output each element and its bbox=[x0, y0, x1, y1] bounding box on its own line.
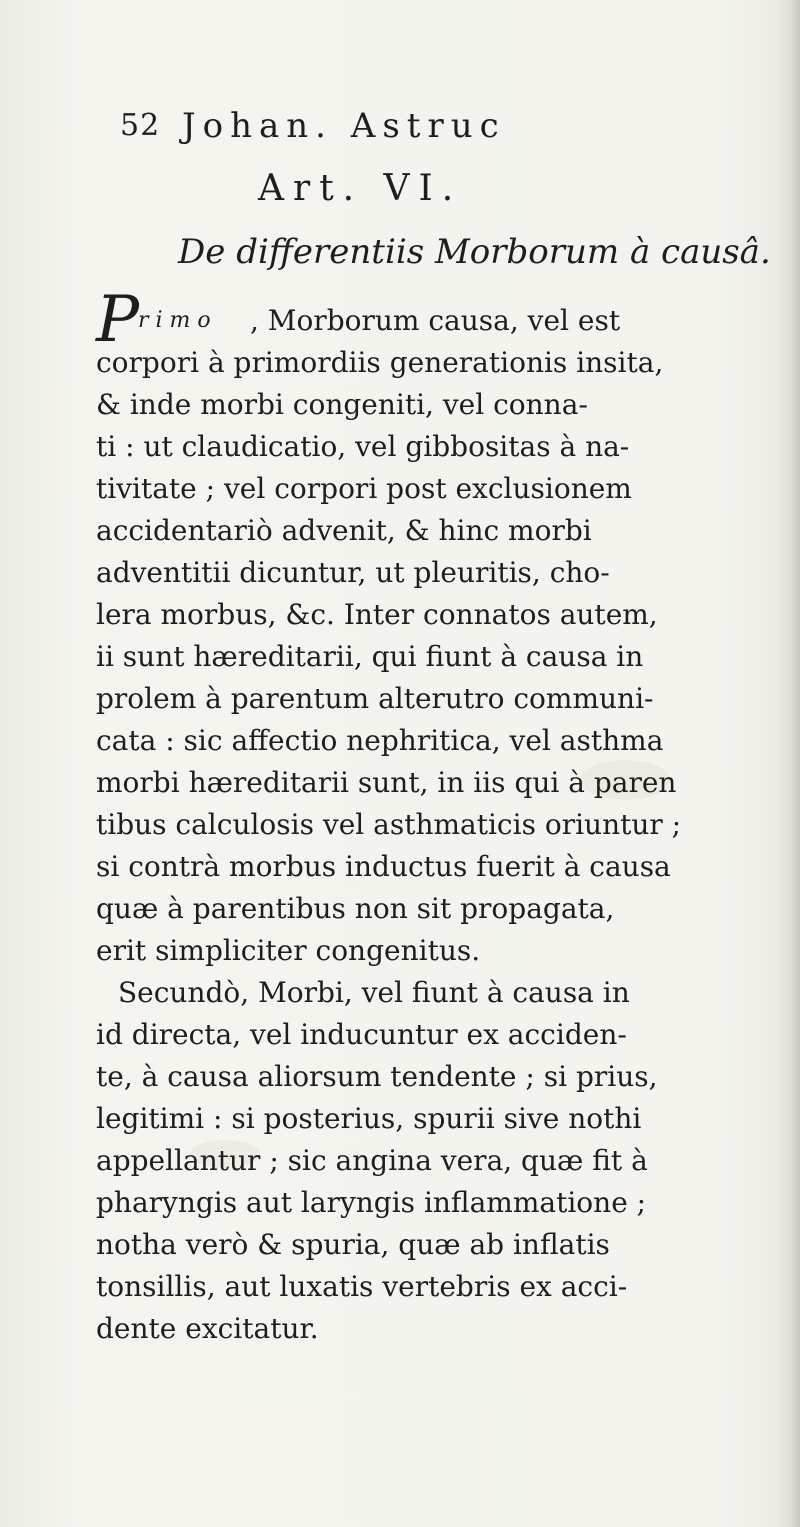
text-line: appellantur ; sic angina vera, quæ fit à bbox=[96, 1144, 648, 1177]
text-line: ti : ut claudicatio, vel gibbositas à na- bbox=[96, 430, 630, 463]
running-head: Johan. Astruc bbox=[182, 106, 506, 146]
text-line: si contrà morbus inductus fuerit à causa bbox=[96, 850, 671, 883]
text-line: & inde morbi congeniti, vel conna- bbox=[96, 388, 588, 421]
section-title: De differentiis Morborum à causâ. bbox=[178, 232, 771, 272]
text-line: notha verò & spuria, quæ ab inflatis bbox=[96, 1228, 610, 1261]
page-edge-shadow bbox=[776, 0, 800, 1527]
text-line-content: , Morborum causa, vel est bbox=[250, 304, 621, 337]
article-label: Art. VI. bbox=[258, 168, 463, 209]
text-line: id directa, vel inducuntur ex acciden- bbox=[96, 1018, 627, 1051]
text-line: te, à causa aliorsum tendente ; si prius, bbox=[96, 1060, 658, 1093]
page-number: 52 bbox=[120, 108, 161, 143]
text-line: dente excitatur. bbox=[96, 1312, 319, 1345]
text-line: tivitate ; vel corpori post exclusionem bbox=[96, 472, 632, 505]
text-line: tibus calculosis vel asthmaticis oriuntur ; bbox=[96, 808, 682, 841]
text-line: erit simpliciter congenitus. bbox=[96, 934, 481, 967]
text-line: ii sunt hæreditarii, qui fiunt à causa in bbox=[96, 640, 644, 673]
text-line: corpori à primordiis generationis insita, bbox=[96, 346, 664, 379]
text-line: accidentariò advenit, & hinc morbi bbox=[96, 514, 592, 547]
text-line: legitimi : si posterius, spurii sive nothi bbox=[96, 1102, 642, 1135]
lead-word: rimo bbox=[138, 308, 218, 333]
text-line: tonsillis, aut luxatis vertebris ex acci- bbox=[96, 1270, 628, 1303]
text-line: Secundò, Morbi, vel fiunt à causa in bbox=[118, 976, 630, 1009]
text-line: prolem à parentum alterutro communi- bbox=[96, 682, 654, 715]
drop-cap: P bbox=[96, 283, 140, 357]
text-line: adventitii dicuntur, ut pleuritis, cho- bbox=[96, 556, 610, 589]
page-header bbox=[120, 108, 680, 156]
text-line: cata : sic affectio nephritica, vel asthma bbox=[96, 724, 664, 757]
text-line: morbi hæreditarii sunt, in iis qui à paren bbox=[96, 766, 677, 799]
text-line: quæ à parentibus non sit propagata, bbox=[96, 892, 615, 925]
text-line: pharyngis aut laryngis inflammatione ; bbox=[96, 1186, 647, 1219]
text-line: lera morbus, &c. Inter connatos autem, bbox=[96, 598, 658, 631]
